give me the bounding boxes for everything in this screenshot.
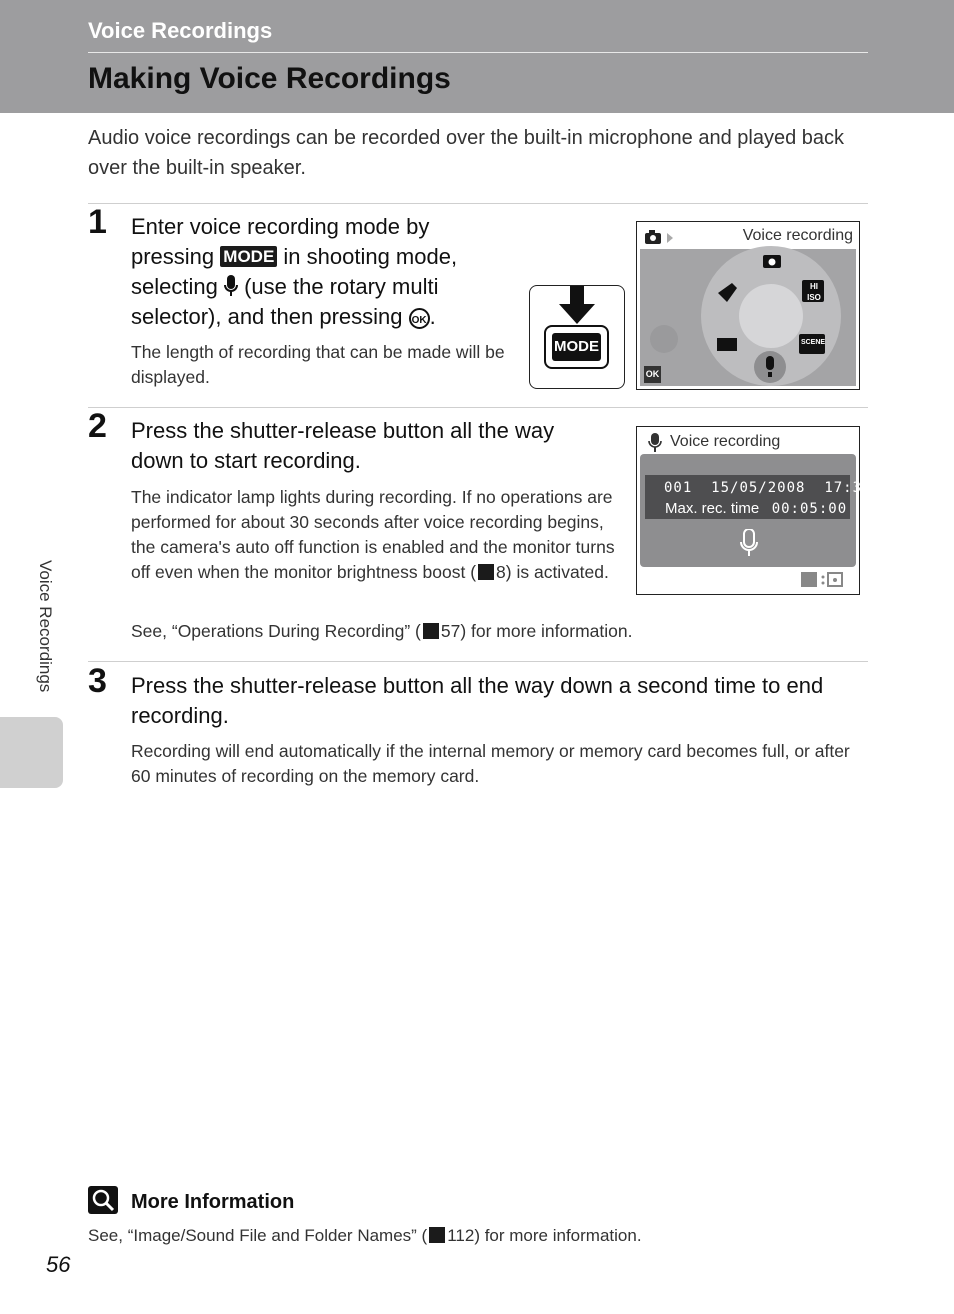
section-title: Voice Recordings [88, 18, 273, 43]
step-divider [88, 661, 868, 662]
mode-button-label: MODE [554, 338, 599, 355]
side-section-tab [0, 717, 63, 788]
page-number: 56 [46, 1252, 71, 1277]
max-rec-time: Max. rec. time 00:05:00 [665, 500, 848, 517]
more-information-icon [88, 1186, 118, 1214]
ok-label: OK [645, 369, 660, 379]
step-2-heading: Press the shutter-release button all the way down to start recording. [131, 418, 555, 473]
hiso-label: HI ISO [807, 282, 821, 302]
page-reference-icon [423, 623, 439, 639]
more-information-title: More Information [131, 1191, 295, 1213]
mode-button-illustration [529, 285, 625, 389]
intro-paragraph: Audio voice recordings can be recorded over the built-in microphone and played back over the built-in speaker. [88, 127, 845, 179]
step-3-body: Recording will end automatically if the internal memory or memory card becomes full, or after 60 minutes of recording on the memory card. [131, 741, 850, 786]
ok-button-icon: OK [409, 308, 430, 329]
header-divider [88, 52, 868, 53]
page-reference-icon [478, 564, 494, 580]
page-title: Making Voice Recordings [88, 62, 451, 95]
mode-select-screen [636, 221, 860, 390]
screen-title: Voice recording [742, 227, 853, 244]
page-reference-icon [429, 1227, 445, 1243]
scene-label: SCENE [800, 339, 826, 346]
recording-screen [636, 426, 872, 595]
memory-indicator-icon [800, 571, 848, 589]
recording-file-info: 001 15/05/2008 17:30 [664, 480, 872, 496]
microphone-icon [648, 433, 662, 453]
page-header [0, 0, 954, 113]
rotary-selector-graphic [636, 221, 860, 390]
side-section-label: Voice Recordings [36, 560, 55, 693]
step-number: 3 [88, 662, 107, 700]
step-2-see-also: See, “Operations During Recording” ( 57) for more information. [131, 621, 633, 641]
step-divider [88, 407, 868, 408]
step-2-body: The indicator lamp lights during recording. If no operations are performed for about 30 seconds after voice recording begins, the camera's auto off function is enabled and the monitor turns off even when the monitor brightness boost ( 8) is activated. [131, 487, 615, 582]
screen-title: Voice recording [670, 433, 781, 450]
more-information-body: See, “Image/Sound File and Folder Names” ( 112) for more information. [88, 1226, 642, 1245]
microphone-icon [739, 529, 759, 559]
step-number: 2 [88, 407, 107, 445]
step-number: 1 [88, 203, 107, 241]
step-divider [88, 203, 868, 204]
microphone-icon [224, 275, 238, 297]
mode-button-icon: MODE [220, 246, 277, 267]
step-3-heading: Press the shutter-release button all the way down a second time to end recording. [131, 673, 824, 728]
step-1-heading: Enter voice recording mode by pressing MODE in shooting mode, selecting (use the rotary multi selector), and then pressing OK . [131, 214, 458, 329]
step-1-body: The length of recording that can be made will be displayed. [131, 342, 505, 387]
